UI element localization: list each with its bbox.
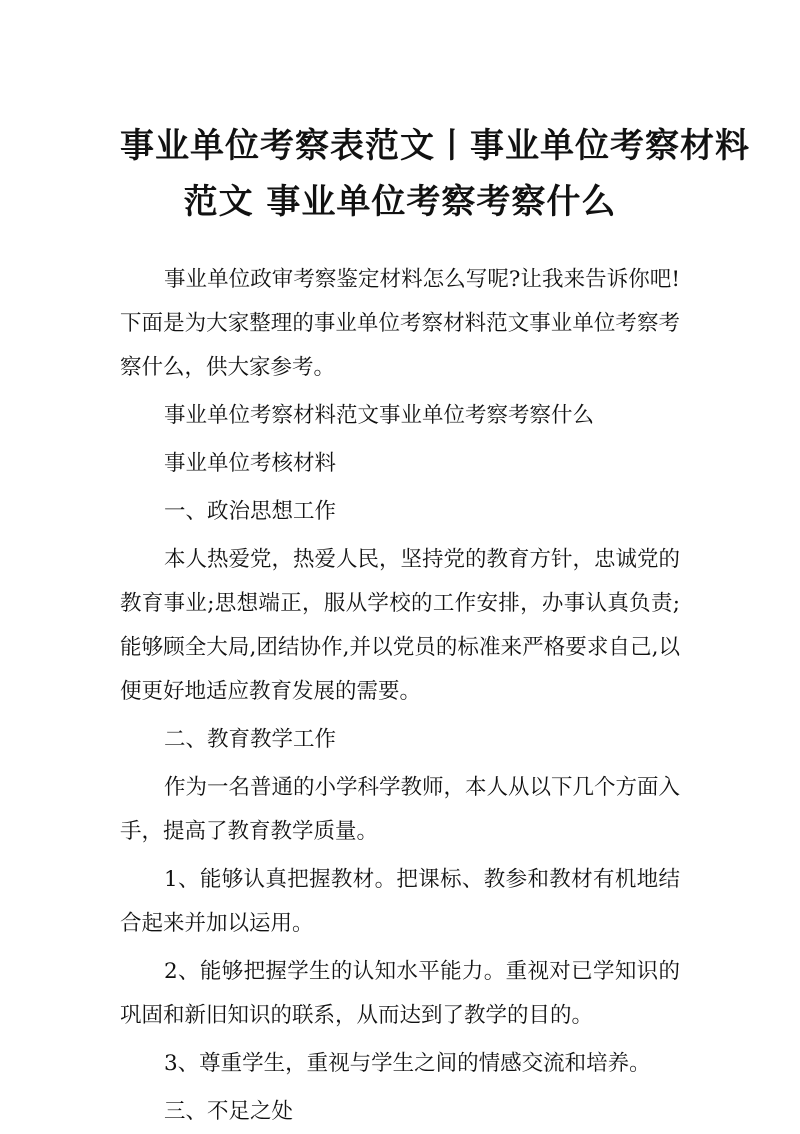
intro-paragraph: 事业单位政审考察鉴定材料怎么写呢?让我来告诉你吧!下面是为大家整理的事业单位考察材料范文事业单位考察考察什么，供大家参考。 [120,267,680,380]
title-line-1: 事业单位考察表范文丨事业单位考察材料 [120,126,750,166]
teaching-point-3: 3、尊重学生，重视与学生之间的情感交流和培养。 [164,1051,651,1076]
teaching-paragraph: 作为一名普通的小学科学教师，本人从以下几个方面入手，提高了教育教学质量。 [120,775,681,844]
section-heading: 事业单位考核材料 [164,451,337,476]
section-heading-teaching: 二、教育教学工作 [164,727,337,752]
section-heading-shortcomings: 三、不足之处 [164,1099,294,1124]
teaching-point-2: 2、能够把握学生的认知水平能力。重视对已学知识的巩固和新旧知识的联系，从而达到了教学的目的。 [120,959,680,1028]
section-heading-political: 一、政治思想工作 [164,499,337,524]
teaching-point-1: 1、能够认真把握教材。把课标、教参和教材有机地结合起来并加以运用。 [120,867,680,936]
political-paragraph: 本人热爱党，热爱人民，坚持党的教育方针，忠诚党的教育事业;思想端正，服从学校的工作安排，办事认真负责;能够顾全大局,团结协作,并以党员的标准来严格要求自己,以便更好地适应教育发展的需要。 [120,547,681,704]
document-body [120,258,680,1134]
subtitle-paragraph: 事业单位考察材料范文事业单位考察考察什么 [164,403,595,428]
document-title [120,118,750,230]
title-line-2: 范文 事业单位考察考察什么 [183,182,617,222]
